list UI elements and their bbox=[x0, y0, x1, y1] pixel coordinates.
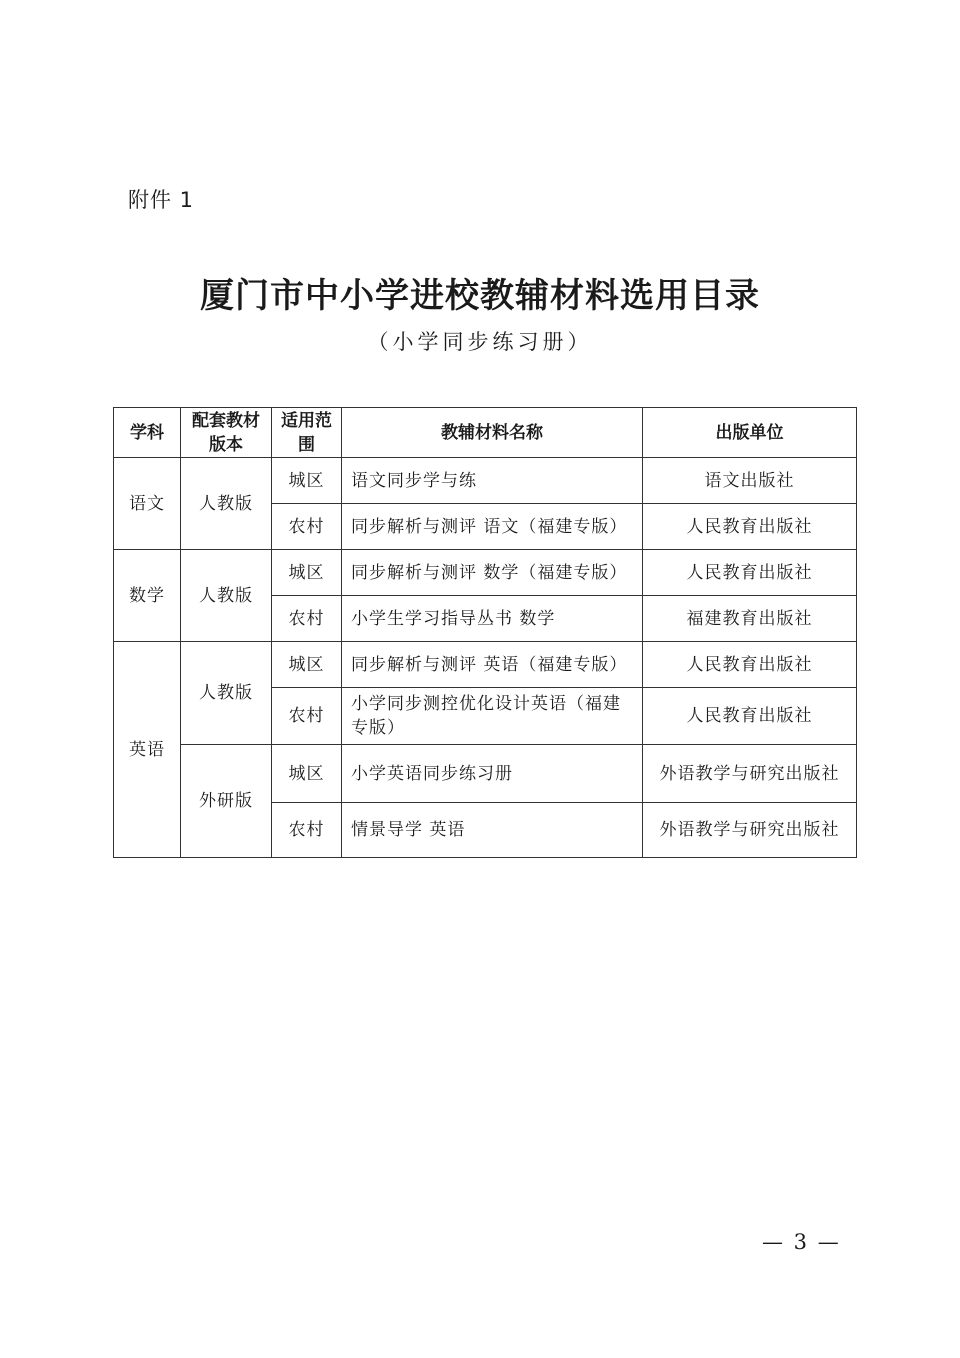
edition-cell: 人教版 bbox=[181, 550, 272, 642]
publisher-cell: 福建教育出版社 bbox=[643, 596, 857, 642]
catalog-table bbox=[113, 407, 857, 858]
attachment-label: 附件 1 bbox=[128, 188, 195, 212]
header-scope: 适用范围 bbox=[272, 408, 342, 458]
table-row bbox=[114, 550, 857, 596]
publisher-cell: 人民教育出版社 bbox=[643, 504, 857, 550]
publisher-cell: 语文出版社 bbox=[643, 458, 857, 504]
header-subject: 学科 bbox=[114, 408, 181, 458]
material-cell: 同步解析与测评 英语（福建专版） bbox=[342, 642, 643, 688]
header-material: 教辅材料名称 bbox=[342, 408, 643, 458]
material-cell: 小学生学习指导丛书 数学 bbox=[342, 596, 643, 642]
document-subtitle: （小学同步练习册） bbox=[367, 330, 593, 354]
material-cell: 同步解析与测评 数学（福建专版） bbox=[342, 550, 643, 596]
scope-cell: 农村 bbox=[272, 803, 342, 858]
subject-cell: 英语 bbox=[114, 642, 181, 858]
scope-cell: 城区 bbox=[272, 642, 342, 688]
publisher-cell: 人民教育出版社 bbox=[643, 642, 857, 688]
table-row bbox=[114, 745, 857, 803]
document-title: 厦门市中小学进校教辅材料选用目录 bbox=[200, 276, 760, 316]
table-row bbox=[114, 458, 857, 504]
page-number: — 3 — bbox=[762, 1230, 841, 1254]
edition-cell: 外研版 bbox=[181, 745, 272, 858]
scope-cell: 农村 bbox=[272, 504, 342, 550]
subject-cell: 数学 bbox=[114, 550, 181, 642]
material-cell: 同步解析与测评 语文（福建专版） bbox=[342, 504, 643, 550]
publisher-cell: 外语教学与研究出版社 bbox=[643, 803, 857, 858]
edition-cell: 人教版 bbox=[181, 458, 272, 550]
table-header-row bbox=[114, 408, 857, 458]
table-row bbox=[114, 642, 857, 688]
scope-cell: 农村 bbox=[272, 596, 342, 642]
header-publisher: 出版单位 bbox=[643, 408, 857, 458]
material-cell: 语文同步学与练 bbox=[342, 458, 643, 504]
publisher-cell: 人民教育出版社 bbox=[643, 688, 857, 745]
header-edition: 配套教材版本 bbox=[181, 408, 272, 458]
material-cell: 小学同步测控优化设计英语（福建专版） bbox=[342, 688, 643, 745]
publisher-cell: 外语教学与研究出版社 bbox=[643, 745, 857, 803]
edition-cell: 人教版 bbox=[181, 642, 272, 745]
subject-cell: 语文 bbox=[114, 458, 181, 550]
material-cell: 情景导学 英语 bbox=[342, 803, 643, 858]
scope-cell: 城区 bbox=[272, 550, 342, 596]
scope-cell: 城区 bbox=[272, 745, 342, 803]
scope-cell: 农村 bbox=[272, 688, 342, 745]
scope-cell: 城区 bbox=[272, 458, 342, 504]
material-cell: 小学英语同步练习册 bbox=[342, 745, 643, 803]
publisher-cell: 人民教育出版社 bbox=[643, 550, 857, 596]
